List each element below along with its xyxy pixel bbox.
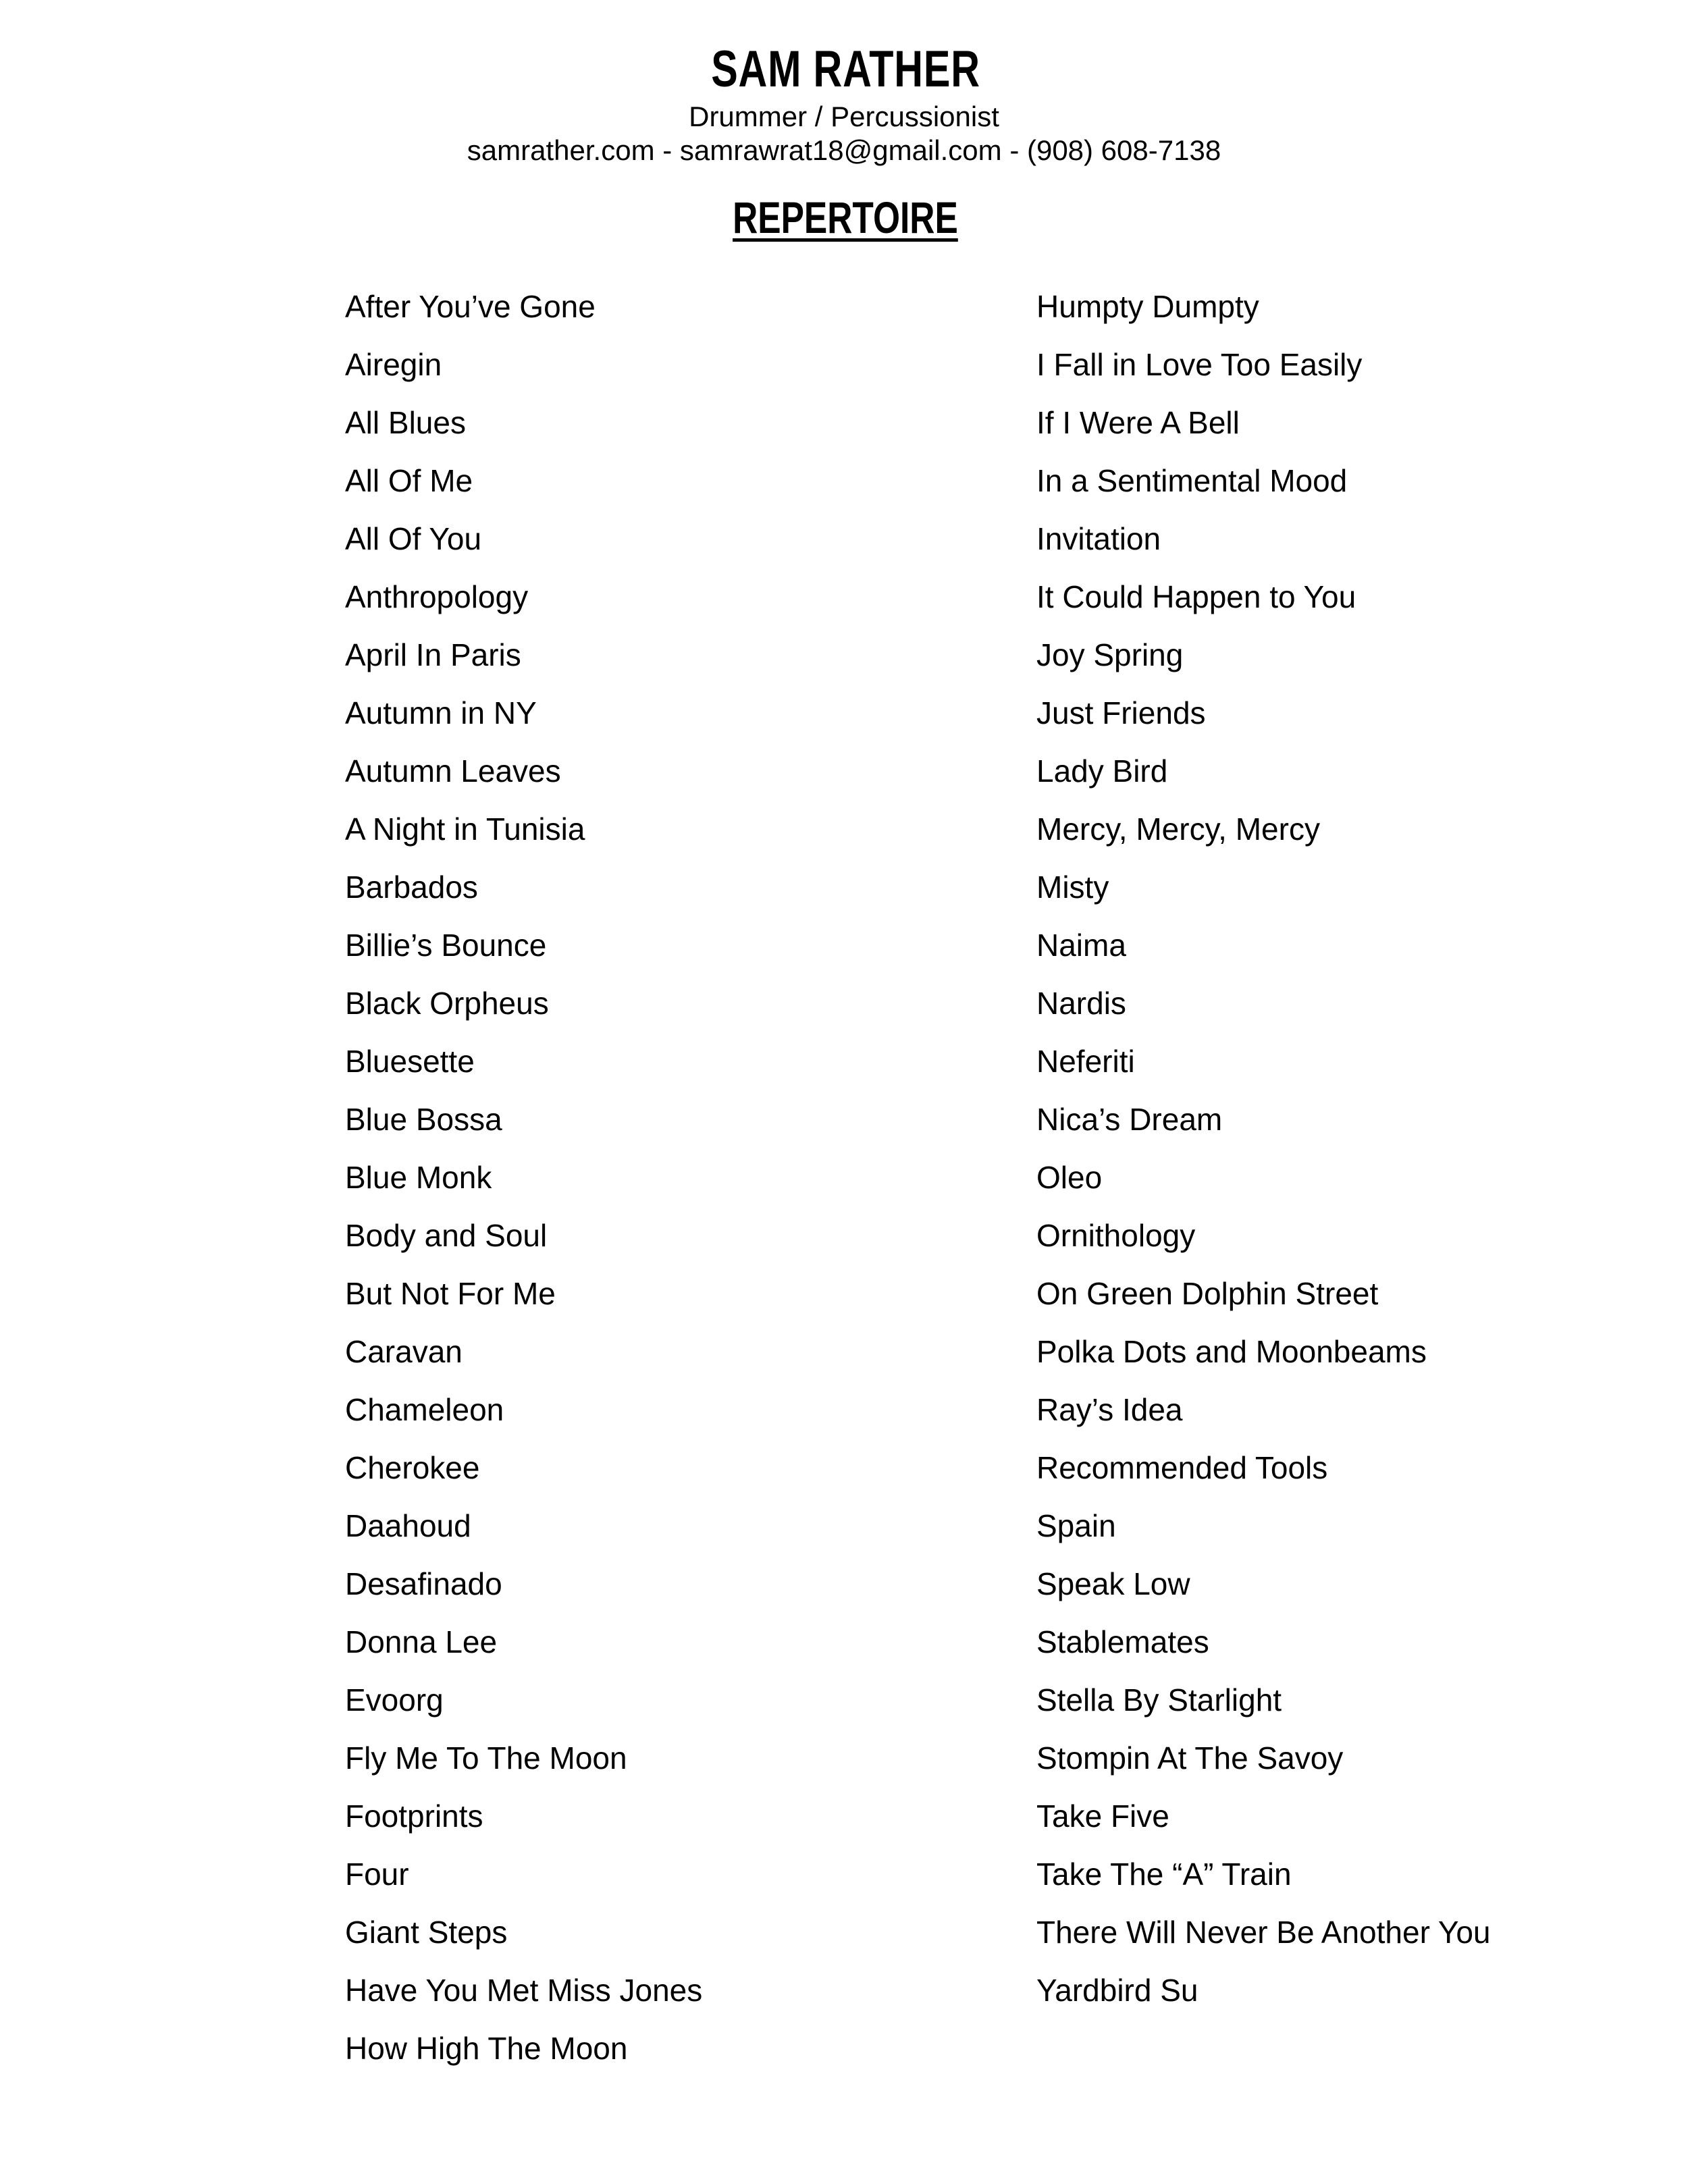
repertoire-item: Desafinado [345,1566,502,1601]
repertoire-item: April In Paris [345,637,521,672]
repertoire-item: Take The “A” Train [1036,1857,1292,1892]
repertoire-item: Chameleon [345,1392,504,1427]
repertoire-item: All Of Me [345,463,473,498]
repertoire-item: It Could Happen to You [1036,579,1356,614]
repertoire-item: Just Friends [1036,695,1206,730]
repertoire-item: Oleo [1036,1160,1103,1195]
repertoire-left-column [345,281,953,2081]
repertoire-item: How High The Moon [345,2031,628,2066]
repertoire-item: Ray’s Idea [1036,1392,1183,1427]
repertoire-item: Bluesette [345,1044,475,1079]
repertoire-item: But Not For Me [345,1276,556,1311]
repertoire-item: Four [345,1857,409,1892]
repertoire-item: All Blues [345,405,466,440]
repertoire-item: Naima [1036,928,1126,963]
repertoire-item: Footprints [345,1799,483,1834]
section-title: REPERTOIRE [733,192,958,242]
repertoire-item: There Will Never Be Another You [1036,1915,1491,1950]
repertoire-item: All Of You [345,521,482,556]
section-heading [0,190,1688,244]
repertoire-item: Lady Bird [1036,753,1168,789]
repertoire-item: A Night in Tunisia [345,811,585,847]
repertoire-item: Nica’s Dream [1036,1102,1223,1137]
repertoire-item: Body and Soul [345,1218,548,1253]
repertoire-item: Stablemates [1036,1624,1209,1659]
repertoire-item: Caravan [345,1334,463,1369]
repertoire-item: Stella By Starlight [1036,1682,1282,1717]
repertoire-item: Fly Me To The Moon [345,1740,627,1776]
repertoire-item: Yardbird Su [1036,1973,1198,2008]
repertoire-item: Daahoud [345,1508,471,1543]
repertoire-item: Misty [1036,870,1109,905]
repertoire-item: Mercy, Mercy, Mercy [1036,811,1320,847]
repertoire-item: Autumn Leaves [345,753,561,789]
repertoire-right-column [1036,281,1644,2023]
repertoire-item: Take Five [1036,1799,1169,1834]
repertoire-item: Humpty Dumpty [1036,289,1259,324]
page-title: SAM RATHER [711,41,981,98]
repertoire-item: Blue Bossa [345,1102,502,1137]
repertoire-item: Cherokee [345,1450,480,1485]
repertoire-item: Billie’s Bounce [345,928,547,963]
repertoire-item: Have You Met Miss Jones [345,1973,703,2008]
repertoire-item: Neferiti [1036,1044,1135,1079]
repertoire-item: Stompin At The Savoy [1036,1740,1344,1776]
repertoire-item: Black Orpheus [345,986,549,1021]
repertoire-item: Polka Dots and Moonbeams [1036,1334,1427,1369]
repertoire-item: In a Sentimental Mood [1036,463,1348,498]
repertoire-item: If I Were A Bell [1036,405,1240,440]
repertoire-item: Evoorg [345,1682,444,1717]
repertoire-item: Nardis [1036,986,1126,1021]
repertoire-item: Ornithology [1036,1218,1196,1253]
repertoire-item: On Green Dolphin Street [1036,1276,1379,1311]
repertoire-item: Barbados [345,870,478,905]
subtitle: Drummer / Percussionist [689,101,999,132]
repertoire-item: Autumn in NY [345,695,537,730]
repertoire-item: Donna Lee [345,1624,498,1659]
repertoire-item: Blue Monk [345,1160,492,1195]
resume-header [0,39,1688,167]
repertoire-item: Spain [1036,1508,1116,1543]
repertoire-item: After You’ve Gone [345,289,596,324]
repertoire-item: I Fall in Love Too Easily [1036,347,1363,382]
repertoire-item: Invitation [1036,521,1161,556]
repertoire-item: Giant Steps [345,1915,508,1950]
repertoire-item: Joy Spring [1036,637,1184,672]
repertoire-item: Speak Low [1036,1566,1190,1601]
repertoire-item: Recommended Tools [1036,1450,1328,1485]
contact-line: samrather.com - samrawrat18@gmail.com - (908) 608-7138 [467,134,1221,166]
repertoire-item: Anthropology [345,579,529,614]
repertoire-item: Airegin [345,347,442,382]
